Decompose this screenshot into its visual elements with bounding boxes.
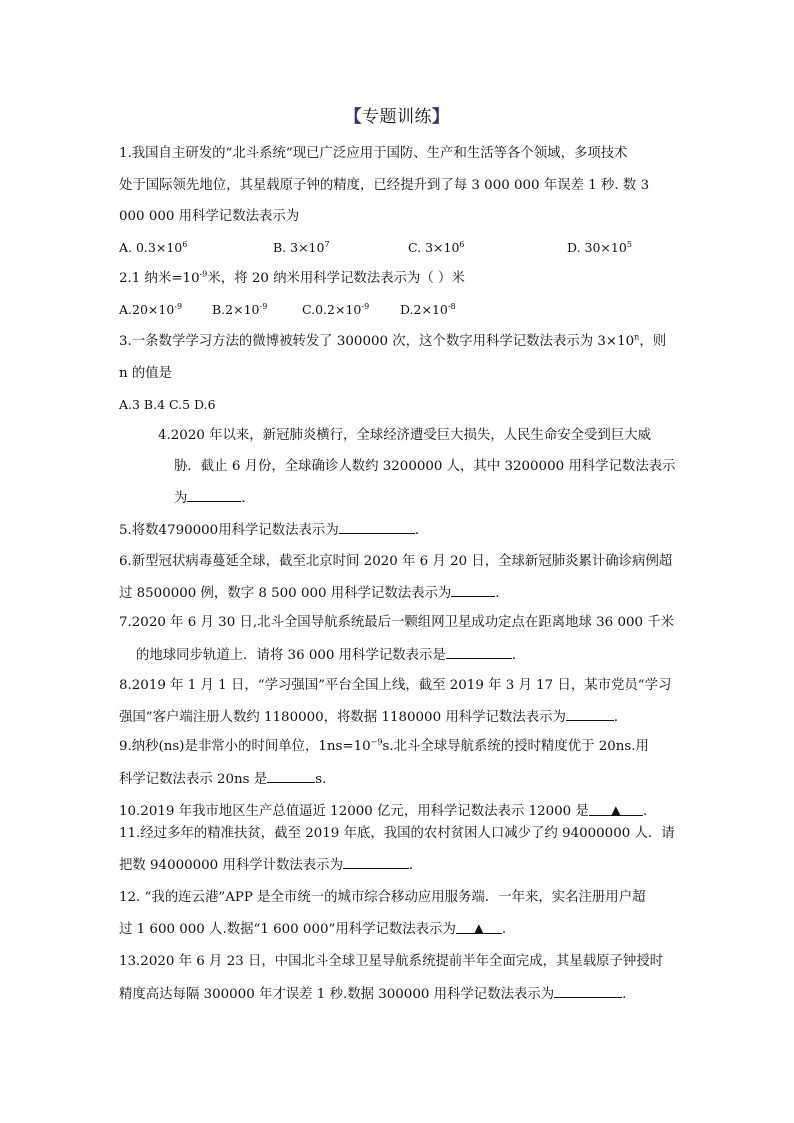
q7-answer-blank [446,646,512,659]
q1-option-b-exp: 7 [324,239,330,249]
q8-line2 [119,708,627,726]
q4-line2: 胁．截止 6 月份，全球确诊人数约 3200000 人，其中 3200000 用科学记数法表示 [174,459,676,474]
q13-answer-blank [554,985,622,998]
q1-option-c-exp: 6 [459,239,465,249]
q1-option-d-exp: 5 [626,239,632,249]
q11-answer-blank [343,856,409,869]
q6-line2-suffix: . [495,586,500,601]
q1-option-a [119,240,187,256]
q13-line2 [119,985,626,1003]
q1-option-c-base: C. 3×10 [408,240,460,255]
q12-line2-suffix: . [501,922,507,937]
q9-line2-prefix: 科学记数法表示 20ns 是 [119,772,268,787]
q3-options: A.3 B.4 C.5 D.6 [119,397,216,412]
q12-line2 [119,921,506,938]
q6-line1: 6.新型冠状病毒蔓延全球，截至北京时间 2020 年 6 月 20 日，全球新冠肺炎累计确诊病例超 [119,554,673,569]
q7-line2 [136,646,525,664]
q6-line2 [119,584,500,602]
q1-line1: 1.我国自主研发的“北斗系统”现已广泛应用于国防、生产和生活等各个领域，多项技术 [119,146,628,161]
q2-stem-prefix: 2.1 纳米=10 [119,271,200,286]
q9-line1-suffix: s.北斗全球导航系统的授时精度优于 20ns.用 [382,739,649,754]
q4-line3-prefix: 为 [174,491,188,506]
q2-option-d-base: D.2×10 [400,302,448,317]
q9-line1 [119,739,649,755]
q10-answer-blank [589,803,643,816]
q4-line1: 4.2020 年以来，新冠肺炎横行，全球经济遭受巨大损失，人民生命安全受到巨大威 [158,428,651,443]
q8-line1: 8.2019 年 1 月 1 日，“学习强国”平台全国上线，截至 2019 年 3 月 17 日，某市党员“学习 [119,678,672,693]
q3-line1 [119,334,666,350]
q12-line2-prefix: 过 1 600 000 人.数据“1 600 000”用科学记数法表示为 [119,922,456,937]
q6-line2-prefix: 过 8500000 例，数字 8 500 000 用科学记数法表示为 [119,586,452,601]
q1-line3: 000 000 用科学记数法表示为 [119,209,300,224]
q5-prefix: 5.将数4790000用科学记数法表示为 [119,523,339,538]
q2-option-d-exp: -8 [447,301,456,311]
q9-line1-exp: −9 [370,737,383,747]
q1-option-b [273,240,330,256]
q9-line1-prefix: 9.纳秒(ns)是非常小的时间单位，1ns=10 [119,739,371,754]
q3-line1-prefix: 3.一条数学学习方法的微博被转发了 300000 次，这个数字用科学记数法表示为 3×10 [119,334,635,349]
q10-suffix: . [642,804,648,819]
q1-option-d [567,240,632,256]
q5-line1 [119,521,419,539]
q1-line2: 处于国际领先地位，其星载原子钟的精度，已经提升到了每 3 000 000 年误差 1 秒. 数 3 [119,178,650,193]
q12-answer-blank [456,921,502,934]
q6-answer-blank [451,584,495,597]
q2-option-a [119,302,182,318]
q7-line2-prefix: 的地球同步轨道上．请将 36 000 用科学记数表示是 [136,648,446,663]
q2-option-c [302,302,369,318]
q4-answer-blank [187,489,241,502]
q12-triangle-marker: ▲ [474,921,484,935]
q8-answer-blank [566,708,614,721]
q13-line2-prefix: 精度高达每隔 300000 年才误差 1 秒.数据 300000 用科学记数法表示为 [119,987,555,1002]
q10-prefix: 10.2019 年我市地区生产总值逼近 12000 亿元，用科学记数法表示 12000 是 [119,804,589,819]
q11-line2-suffix: ． [408,858,423,873]
q2-option-b-exp: -9 [259,301,268,311]
q4-line3 [174,489,255,507]
q1-option-b-base: B. 3×10 [273,240,325,255]
q1-option-a-base: A. 0.3×10 [119,240,183,255]
q9-answer-blank [267,770,315,783]
q2-stem-exp: -9 [199,269,208,279]
q3-line1-suffix: ，则 [639,334,667,349]
q13-line1: 13.2020 年 6 月 23 日，中国北斗全球卫星导航系统提前半年全面完成，其星载原子钟授时 [119,954,664,969]
q5-suffix: . [414,523,419,538]
q10-triangle-marker: ▲ [611,803,621,817]
title-right-bracket: 】 [432,107,450,127]
q2-stem-suffix: 米，将 20 纳米用科学记数法表示为（ ）米 [207,271,465,286]
title-text: 专题训练 [362,107,432,127]
q2-option-b [212,302,267,318]
q2-option-a-base: A.20×10 [119,302,175,317]
q11-line1: 11.经过多年的精准扶贫，截至 2019 年底，我国的农村贫困人口减少了约 94000000 人．请 [119,826,675,841]
q7-line1: 7.2020 年 6 月 30 日,北斗全国导航系统最后一颗组网卫星成功定点在距离地球 36 000 千米 [119,615,675,630]
q8-line2-prefix: 强国”客户端注册人数约 1180000，将数据 1180000 用科学记数法表示为 [119,710,566,725]
q9-line2 [119,770,326,788]
q9-line2-suffix: s. [315,772,327,787]
q12-line1: 12. “我的连云港”APP 是全市统一的城市综合移动应用服务端．一年来，实名注册用户超 [119,890,646,905]
q2-option-d [400,302,456,318]
q11-line2-prefix: 把数 94000000 用科学计数法表示为 [119,858,343,873]
q2-stem [119,271,465,287]
q7-line2-suffix: ． [511,648,526,663]
q2-option-c-exp: -9 [361,301,370,311]
q5-answer-blank [339,521,415,534]
q10-line1 [119,803,647,820]
q2-option-c-base: C.0.2×10 [302,302,362,317]
q4-line3-suffix: ． [241,491,255,506]
q11-line2 [119,856,422,874]
q1-option-a-exp: 6 [182,239,188,249]
q3-line1-exp: n [634,332,640,342]
q13-line2-suffix: . [622,987,627,1002]
section-title [0,102,794,127]
title-left-bracket: 【 [344,107,362,127]
q1-option-d-base: D. 30×10 [567,240,627,255]
q2-option-b-base: B.2×10 [212,302,260,317]
q8-line2-suffix: ． [613,710,628,725]
q2-option-a-exp: -9 [174,301,183,311]
q3-line2: n 的值是 [119,366,173,381]
q1-option-c [408,240,465,256]
